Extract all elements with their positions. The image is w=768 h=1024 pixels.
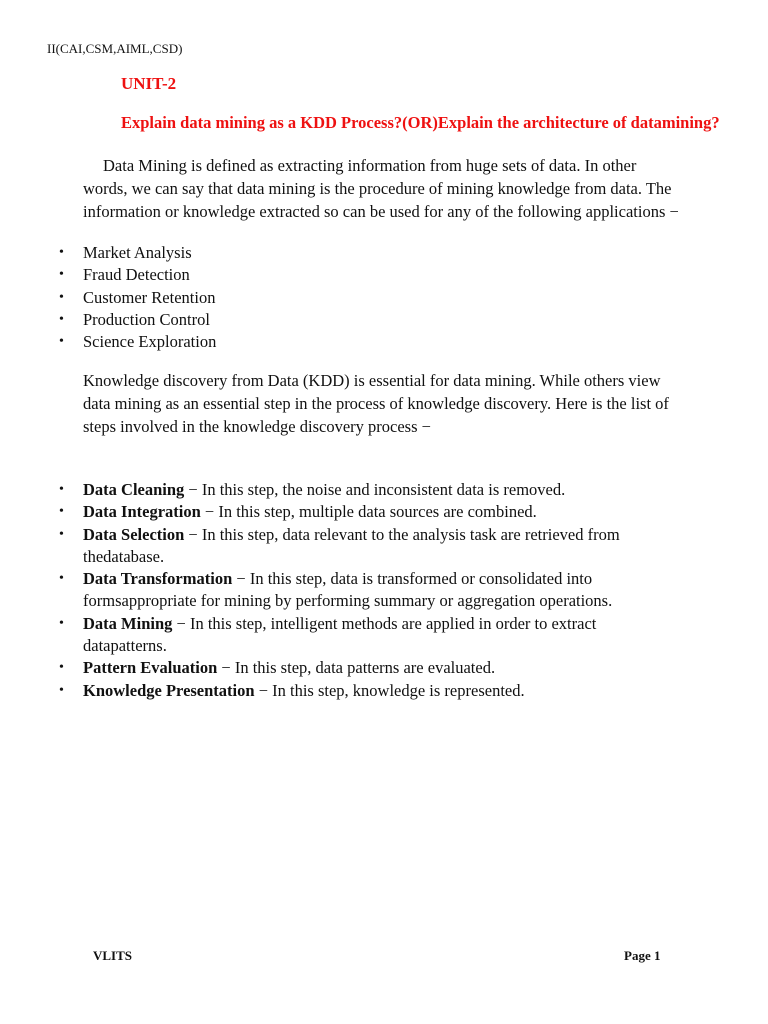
step-description: − In this step, data relevant to the analysis task are retrieved from thedatabase. xyxy=(83,524,620,566)
step-term: Data Integration xyxy=(83,502,201,522)
applications-list xyxy=(83,242,683,353)
list-item: • Customer Retention xyxy=(83,287,683,309)
step-description: − In this step, the noise and inconsistent data is removed. xyxy=(184,480,566,499)
list-item xyxy=(83,479,683,501)
step-term: Data Transformation xyxy=(83,569,233,589)
course-header: II(CAI,CSM,AIML,CSD) xyxy=(47,41,183,56)
list-item xyxy=(83,657,683,679)
step-description: − In this step, data is transformed or consolidated into formsappropriate for mining by performing summary or aggregation operations. xyxy=(83,569,613,611)
list-item xyxy=(83,501,683,523)
list-item xyxy=(83,613,683,658)
page-number: Page 1 xyxy=(624,948,661,963)
unit-title: UNIT-2 xyxy=(121,74,177,93)
question-heading: Explain data mining as a KDD Process?(OR)Explain the architecture of datamining? xyxy=(121,113,720,132)
step-term: Pattern Evaluation xyxy=(83,658,218,678)
step-term: Knowledge Presentation xyxy=(83,680,255,700)
step-term: Data Selection xyxy=(83,524,185,544)
step-term: Data Mining xyxy=(83,613,173,633)
step-description: − In this step, knowledge is represented. xyxy=(254,680,525,700)
intro-paragraph: Data Mining is defined as extracting information from huge sets of data. In other words, we can say that data mining is the procedure of mining knowledge from data. The information or knowledge extracted so can be used for any of the following applications − xyxy=(83,156,679,221)
list-item: • Market Analysis xyxy=(83,242,683,264)
step-description: − In this step, multiple data sources are combined. xyxy=(200,502,537,522)
list-item xyxy=(83,524,683,569)
list-item: • Production Control xyxy=(83,309,683,331)
step-description: − In this step, data patterns are evaluated. xyxy=(217,658,496,678)
footer-institution: VLITS xyxy=(93,948,133,963)
kdd-paragraph: Knowledge discovery from Data (KDD) is essential for data mining. While others view data mining as an essential step in the process of knowledge discovery. Here is the list of steps involved in the knowledge discovery process − xyxy=(83,371,669,436)
list-item xyxy=(83,568,683,613)
step-description: − In this step, intelligent methods are applied in order to extract datapatterns. xyxy=(83,613,597,656)
step-term: Data Cleaning xyxy=(83,480,185,499)
kdd-steps-list xyxy=(83,479,683,702)
list-item: • Science Exploration xyxy=(83,331,683,353)
list-item xyxy=(83,680,683,702)
list-item: • Fraud Detection xyxy=(83,264,683,286)
